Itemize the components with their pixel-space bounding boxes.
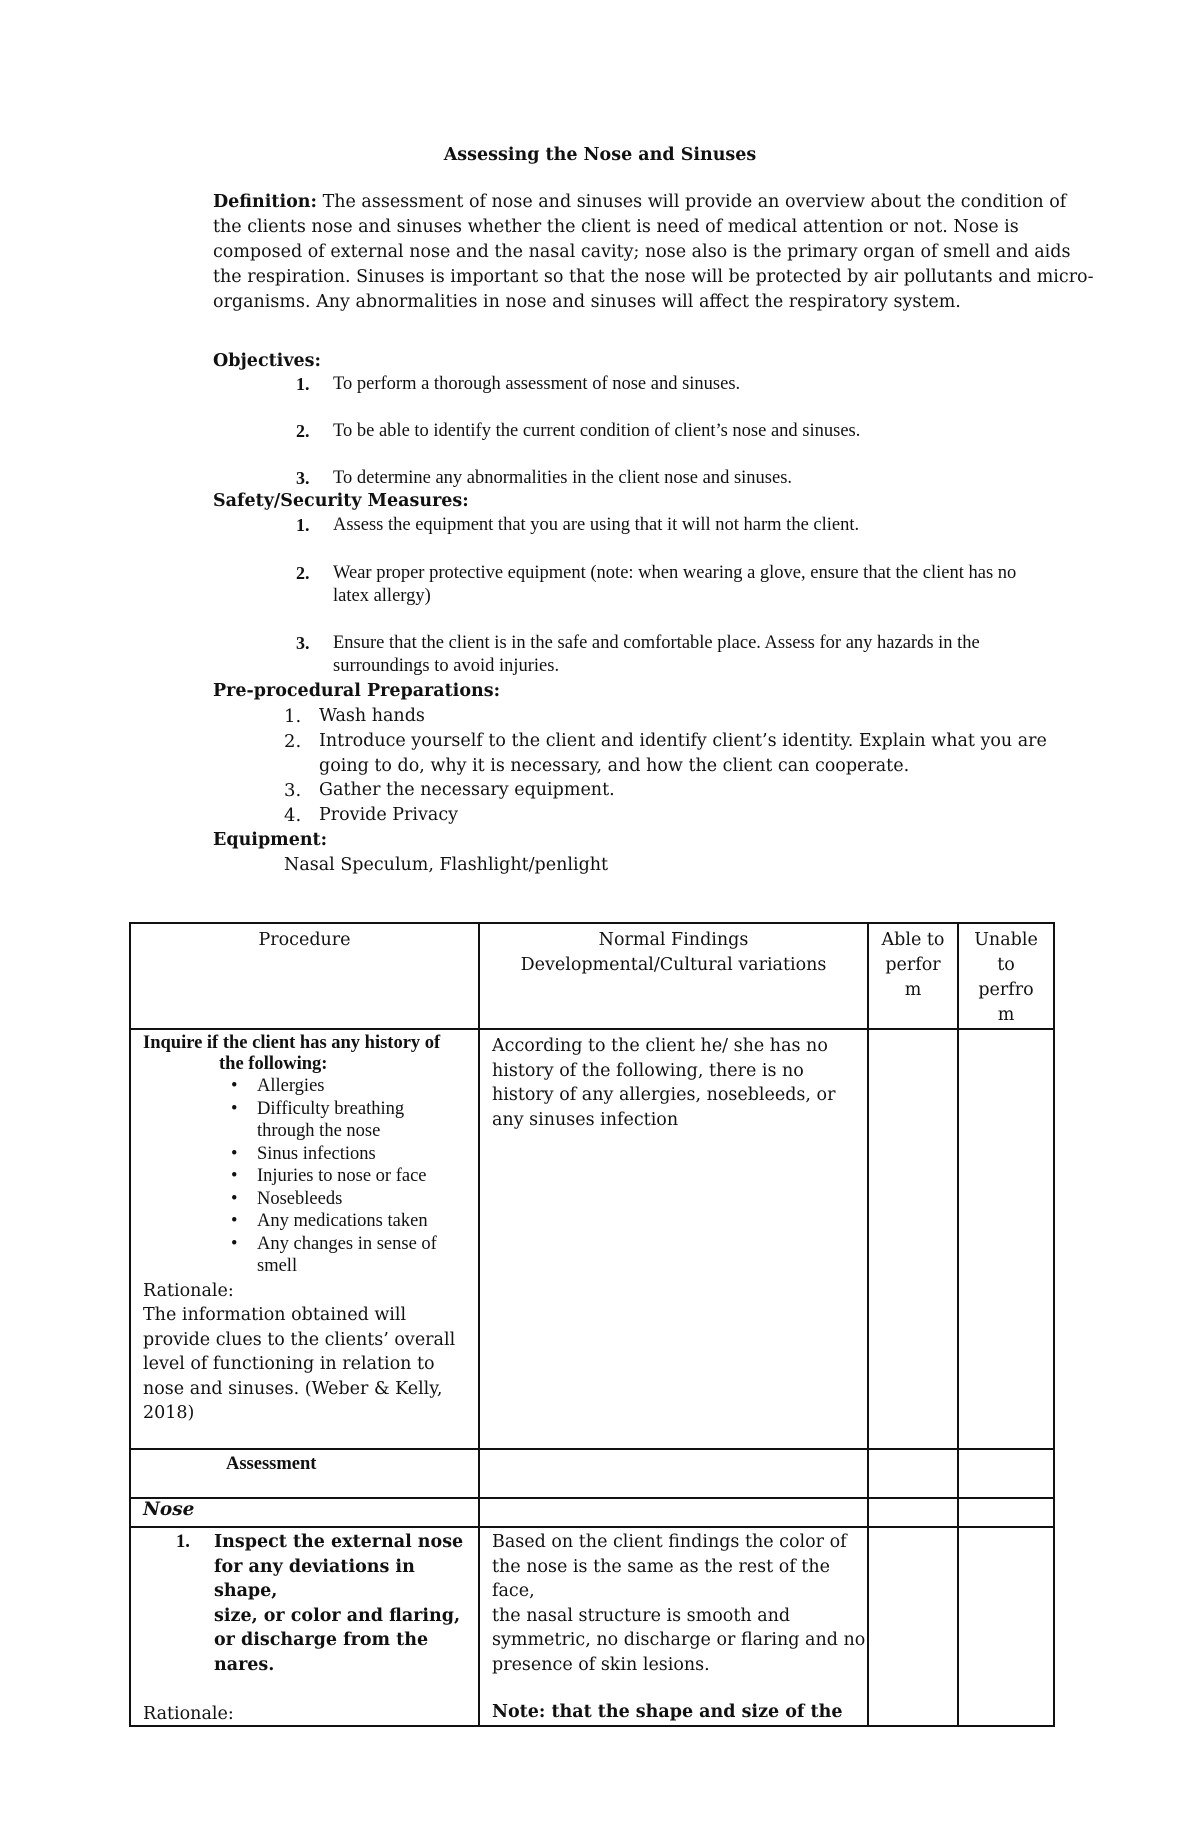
preprocedural-text: Wash hands [319, 706, 425, 726]
preprocedural-text-continued: going to do, why it is necessary, and how the client can cooperate. [319, 756, 910, 776]
header-able-line: perfor [885, 955, 941, 975]
empty-cell [479, 1449, 868, 1498]
list-item-text: Any medications taken [257, 1211, 428, 1231]
preprocedural-number: 3. [284, 780, 302, 801]
header-unable-cell [958, 923, 1054, 1029]
list-item [231, 1233, 478, 1278]
header-unable-line: Unable [974, 930, 1038, 950]
safety-text: Ensure that the client is in the safe and comfortable place. Assess for any hazards in the [333, 633, 980, 653]
preprocedural-heading: Pre-procedural Preparations: [213, 681, 501, 701]
objective-text: To be able to identify the current condition of client’s nose and sinuses. [333, 421, 861, 441]
finding-line: presence of skin lesions. [492, 1654, 710, 1675]
objective-number: 2. [296, 421, 310, 441]
safety-text-continued: latex allergy) [333, 586, 431, 606]
unable-checkbox-cell[interactable] [958, 1449, 1054, 1498]
definition-line: composed of external nose and the nasal cavity; nose also is the primary organ of smell and aids [213, 242, 1071, 262]
list-item [231, 1210, 478, 1233]
list-item [231, 1098, 478, 1143]
equipment-heading: Equipment: [213, 830, 328, 850]
rationale-line: The information obtained will [143, 1305, 407, 1325]
safety-number: 1. [296, 515, 310, 535]
header-unable-line: perfro [978, 980, 1034, 1000]
list-item-text: through the nose [257, 1121, 381, 1141]
procedure-table [129, 922, 1055, 1727]
able-checkbox-cell[interactable] [868, 1029, 958, 1449]
empty-cell [479, 1498, 868, 1527]
list-item [231, 1188, 478, 1211]
header-normal-line: Normal Findings [598, 930, 749, 950]
step-text: or discharge from the [214, 1630, 429, 1650]
unable-checkbox-cell[interactable] [958, 1527, 1054, 1726]
header-normal-line: Developmental/Cultural variations [520, 955, 827, 975]
list-item-text: Sinus infections [257, 1143, 376, 1164]
bullet-icon: • [231, 1143, 238, 1164]
finding-line: history of any allergies, nosebleeds, or [492, 1085, 836, 1105]
finding-line: history of the following, there is no [492, 1060, 804, 1081]
step-text: nares. [214, 1654, 275, 1675]
rationale-line: level of functioning in relation to [143, 1354, 435, 1374]
definition-line: the clients nose and sinuses whether the client is need of medical attention or not. Nose is [213, 217, 1019, 237]
history-list [231, 1075, 478, 1278]
definition-paragraph [213, 190, 1094, 315]
list-item-text: Difficulty breathing [257, 1098, 405, 1119]
objective-text: To determine any abnormalities in the client nose and sinuses. [333, 468, 793, 488]
equipment-text: Nasal Speculum, Flashlight/penlight [284, 855, 609, 875]
definition-line: organisms. Any abnormalities in nose and sinuses will affect the respiratory system. [213, 292, 961, 312]
table-row [130, 1029, 1054, 1449]
history-block [131, 1030, 478, 1426]
list-item [231, 1143, 478, 1166]
page-title: Assessing the Nose and Sinuses [443, 145, 757, 165]
finding-cell [479, 1527, 868, 1726]
finding-text [480, 1528, 867, 1723]
bullet-icon: • [231, 1166, 238, 1186]
safety-text-continued: surroundings to avoid injuries. [333, 656, 560, 676]
history-intro: Inquire if the client has any history of [143, 1033, 441, 1053]
safety-heading: Safety/Security Measures: [213, 491, 469, 511]
list-item-text: Nosebleeds [257, 1188, 343, 1209]
finding-text [480, 1030, 867, 1132]
preprocedural-text: Gather the necessary equipment. [319, 780, 615, 800]
list-item [231, 1165, 478, 1188]
rationale-label: Rationale: [143, 1280, 234, 1301]
definition-line [213, 190, 1067, 215]
rationale-line: nose and sinuses. (Weber & Kelly, [143, 1378, 443, 1399]
finding-note: Note: that the shape and size of the [492, 1702, 843, 1722]
finding-line: Based on the client findings the color of [492, 1532, 847, 1552]
finding-cell [479, 1029, 868, 1449]
safety-number: 3. [296, 633, 310, 653]
header-unable-line: m [997, 1005, 1015, 1025]
definition-text: The assessment of nose and sinuses will provide an overview about the condition of [317, 192, 1067, 212]
objectives-heading: Objectives: [213, 351, 321, 371]
finding-line: According to the client he/ she has no [492, 1036, 828, 1056]
inspect-block [131, 1528, 478, 1677]
list-item-text: smell [257, 1256, 298, 1276]
nose-label: Nose [143, 1499, 195, 1520]
table-row [130, 1498, 1054, 1527]
finding-line: the nasal structure is smooth and [492, 1605, 791, 1626]
definition-label: Definition: [213, 192, 317, 212]
preprocedural-text: Provide Privacy [319, 805, 459, 825]
list-item-text: Allergies [257, 1076, 325, 1096]
finding-line: any sinuses infection [492, 1109, 679, 1130]
list-item-text: Injuries to nose or face [257, 1166, 427, 1186]
rationale-line: 2018) [143, 1403, 195, 1423]
safety-number: 2. [296, 563, 310, 583]
list-item-text: Any changes in sense of [257, 1233, 437, 1254]
header-procedure: Procedure [258, 930, 351, 950]
procedure-cell [130, 1029, 479, 1449]
safety-text: Wear proper protective equipment (note: when wearing a glove, ensure that the client has no [333, 563, 1017, 583]
preprocedural-number: 2. [284, 731, 302, 752]
procedure-cell [130, 1527, 479, 1726]
assessment-cell [130, 1449, 479, 1498]
definition-line: the respiration. Sinuses is important so that the nose will be protected by air pollutants and micro- [213, 267, 1094, 287]
bullet-icon: • [231, 1076, 238, 1096]
objective-number: 3. [296, 468, 310, 488]
step-number: 1. [176, 1532, 190, 1552]
table-header-row [130, 923, 1054, 1029]
preprocedural-text: Introduce yourself to the client and identify client’s identity. Explain what you are [319, 731, 1047, 751]
header-able-line: Able to [881, 930, 945, 950]
objective-text: To perform a thorough assessment of nose and sinuses. [333, 374, 741, 394]
step-text: Inspect the external nose [214, 1532, 464, 1552]
preprocedural-number: 4. [284, 805, 302, 826]
unable-checkbox-cell[interactable] [958, 1498, 1054, 1527]
step-text: size, or color and flaring, [214, 1605, 461, 1626]
assessment-label: Assessment [226, 1454, 317, 1474]
header-able [869, 924, 957, 1003]
able-checkbox-cell[interactable] [868, 1498, 958, 1527]
bullet-icon: • [231, 1188, 238, 1209]
header-normal-cell [479, 923, 868, 1029]
step-text: for any deviations in shape, [214, 1556, 415, 1601]
finding-line: symmetric, no discharge or flaring and no [492, 1630, 866, 1650]
bullet-icon: • [231, 1098, 238, 1119]
objective-number: 1. [296, 374, 310, 394]
header-procedure-cell [130, 923, 479, 1029]
header-unable-line: to [997, 955, 1015, 975]
header-unable [959, 924, 1053, 1028]
rationale-line: provide clues to the clients’ overall [143, 1329, 456, 1350]
bullet-icon: • [231, 1211, 238, 1231]
bullet-icon: • [231, 1233, 238, 1254]
unable-checkbox-cell[interactable] [958, 1029, 1054, 1449]
table-row [130, 1449, 1054, 1498]
header-normal-findings [480, 924, 867, 978]
nose-cell [130, 1498, 479, 1527]
header-able-cell [868, 923, 958, 1029]
table-row [130, 1527, 1054, 1726]
rationale-label: Rationale: [143, 1704, 234, 1724]
safety-text: Assess the equipment that you are using that it will not harm the client. [333, 515, 860, 535]
able-checkbox-cell[interactable] [868, 1527, 958, 1726]
able-checkbox-cell[interactable] [868, 1449, 958, 1498]
preprocedural-number: 1. [284, 706, 302, 727]
finding-line: the nose is the same as the rest of the face, [492, 1556, 830, 1601]
history-intro-continued: the following: [219, 1054, 328, 1074]
header-able-line: m [904, 980, 922, 1000]
list-item [231, 1075, 478, 1098]
